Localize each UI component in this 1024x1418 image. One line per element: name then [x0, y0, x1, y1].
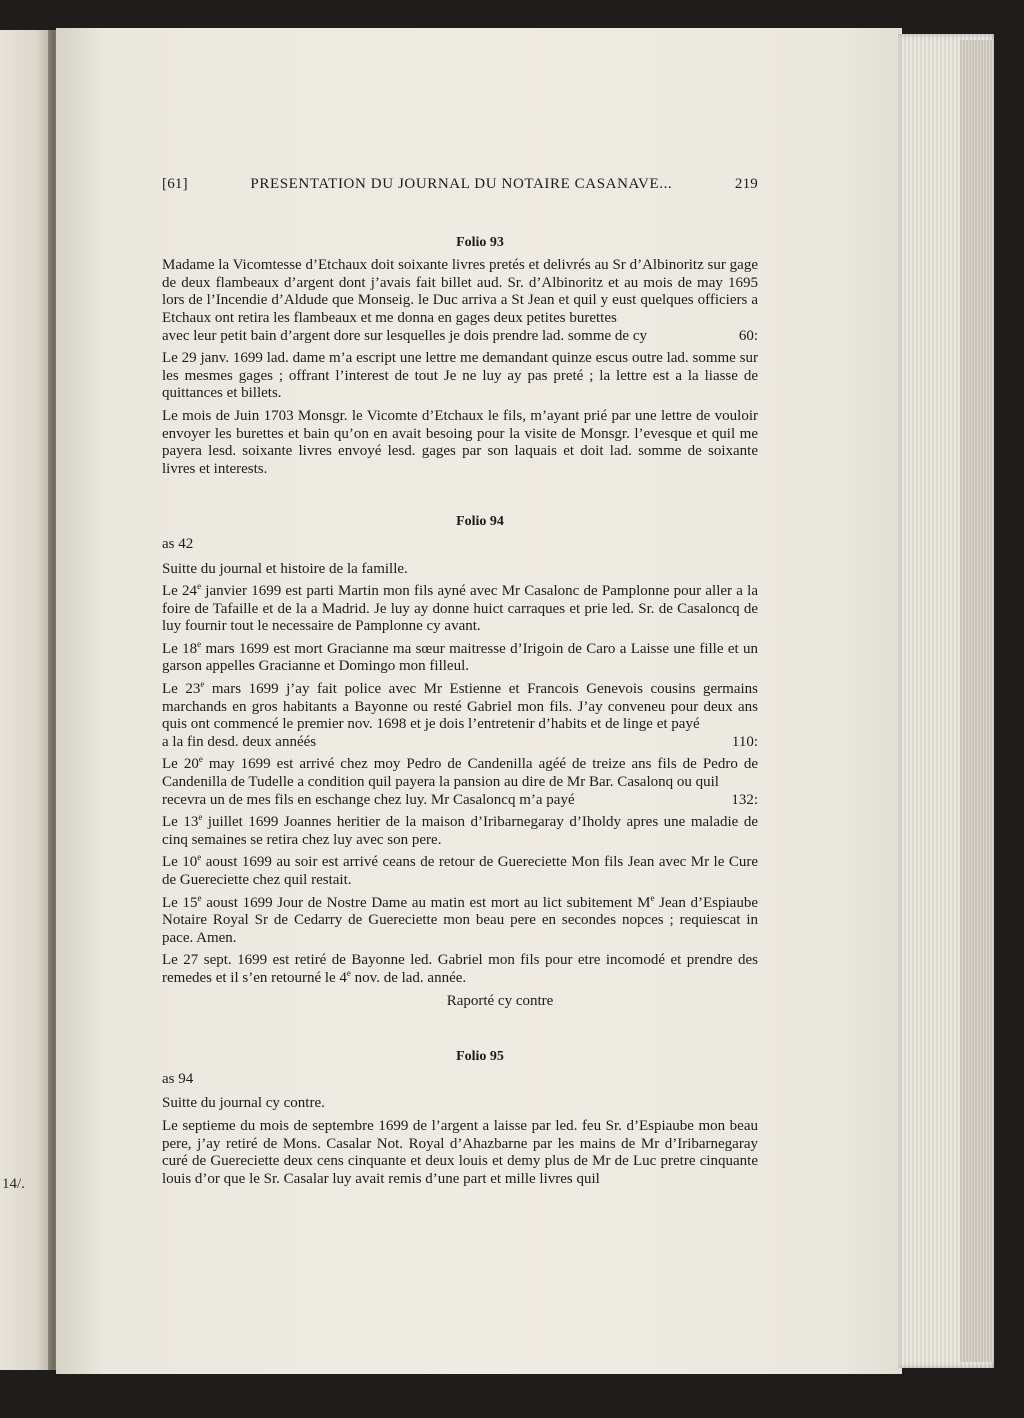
superscript: e — [200, 679, 205, 690]
folio-94-p4-last-line — [162, 734, 758, 752]
chapter-ref: [61] — [162, 176, 188, 192]
folio-94-paragraph-8 — [162, 892, 758, 948]
folio-95-paragraph-1: Suitte du journal cy contre. — [162, 1095, 325, 1112]
text-run: Le 15 — [162, 894, 198, 911]
text-run: Le 13 — [162, 814, 199, 831]
folio-94-closing-note: Raporté cy contre — [446, 992, 554, 1009]
text-run: aoust 1699 au soir est arrivé ceans de retour de Guereciette Mon fils Jean avec Mr le Cure de Guereciette chez quil restait. — [162, 854, 758, 888]
folio-94-heading: Folio 94 — [456, 514, 504, 530]
folio-93-p1-text: Madame la Vicomtesse d’Etchaux doit soixante livres pretés et delivrés au Sr d’Albinoritz sur gage de deux flambeaux d’argent dont j’avais fait billet aud. Sr. d’Albinoritz et au mois de may 1695 lors de l’Incendie d’Aldude que Monseig. le Duc arriva a St Jean et quil y eust quelques officiers a Etchaux ont retira les flambeaux et me donna en gages deux petites burettes — [162, 257, 758, 326]
text-run: Le 18 — [162, 640, 198, 657]
folio-93-p1-amount: 60: — [738, 327, 758, 344]
text-run: nov. de lad. année. — [350, 969, 467, 986]
text-run: janvier 1699 est parti Martin mon fils ayné avec Mr Casalonc de Pamplonne pour aller a la foire de Tafaille et de la a Madrid. Je luy ay donne huict carraques et prie led. Sr. de Casaloncq de luy fournir tout le necessaire de Pamplonne cy avant. — [162, 583, 758, 635]
page-edges-outer — [960, 40, 994, 1362]
folio-93-p1-last-line — [162, 328, 758, 346]
folio-94-paragraph-2 — [162, 583, 758, 636]
superscript: e — [198, 812, 203, 823]
folio-94-paragraph-9 — [162, 952, 758, 987]
folio-94-paragraph-5 — [162, 756, 758, 809]
left-page-edge — [0, 30, 52, 1370]
folio-94-paragraph-6 — [162, 814, 758, 849]
superscript: e — [197, 581, 202, 592]
text-run: mars 1699 est mort Gracianne ma sœur maitresse d’Irigoin de Caro a Laisse une fille et un garson appelles Gracianne et Domingo mon filleul. — [162, 640, 758, 675]
superscript: e — [197, 852, 202, 863]
text-run: Le 20 — [162, 756, 199, 773]
folio-94-cross-ref: as 42 — [162, 535, 194, 552]
superscript: e — [197, 638, 202, 649]
folio-93-paragraph-1 — [162, 257, 758, 345]
folio-93-p1-last-text: avec leur petit bain d’argent dore sur lesquelles je dois prendre lad. somme de cy — [162, 327, 647, 344]
running-header — [162, 176, 758, 194]
superscript: e — [346, 967, 351, 978]
text-run: Le 10 — [162, 854, 198, 871]
text-run: aoust 1699 Jour de Nostre Dame au matin est mort au lict subitement M — [201, 894, 651, 911]
folio-95-cross-ref: as 94 — [162, 1070, 194, 1087]
folio-94-p5-last-line — [162, 792, 758, 810]
page-text-block — [162, 176, 758, 1193]
folio-94-paragraph-1: Suitte du journal et histoire de la famille. — [162, 560, 408, 577]
text-run: mars 1699 j’ay fait police avec Mr Estienne et Francois Genevois cousins germains marchands en gros habitants a Bayonne ou resté Gabriel mon fils. J’ay conveneu pour deux ans quis ont commencé le premier nov. 1698 et je dois l’entretenir d’habits et de linge et payé — [162, 681, 758, 733]
folio-94-paragraph-3 — [162, 638, 758, 676]
text-run: juillet 1699 Joannes heritier de la maison d’Iribarnegaray d’Iholdy apres une maladie de cinq semaines se retira chez luy avec son pere. — [162, 814, 758, 848]
text-run: Le 27 sept. 1699 est retiré de Bayonne led. Gabriel mon fils pour etre incomodé et prendre des remedes et il s’en retourné le 4 — [162, 952, 758, 986]
superscript: e — [198, 754, 203, 765]
text-run: a la fin desd. deux annéés — [162, 733, 317, 750]
folio-94-paragraph-7 — [162, 854, 758, 889]
folio-93-heading: Folio 93 — [456, 234, 504, 250]
folio-95-heading: Folio 95 — [456, 1049, 504, 1065]
text-run: may 1699 est arrivé chez moy Pedro de Candenilla agéé de treize ans fils de Pedro de Candenilla de Tudelle a condition quil payera la pansion au dire de Mr Bar. Casalonq ou quil — [162, 756, 758, 791]
running-title: PRESENTATION DU JOURNAL DU NOTAIRE CASANAVE... — [250, 176, 673, 192]
text-run: Jean d’Espiaube Notaire Royal Sr de Cedarry de Guereciette mon beau pere en secondes nopces ; requiescat in pace. Amen. — [162, 894, 758, 946]
superscript: e — [650, 892, 655, 903]
page-number: 219 — [734, 176, 758, 192]
amount: 110: — [731, 733, 758, 750]
superscript: e — [197, 892, 202, 903]
left-page-text-fragment: 14/. — [2, 1176, 25, 1192]
folio-95-paragraph-2: Le septieme du mois de septembre 1699 de l’argent a laisse par led. feu Sr. d’Espiaube mon beau pere, j’ay retiré de Mons. Casalar Not. Royal d’Ahazbarne par les mains de Mr d’Iribarnegaray curé de Guereciette deux cens cinquante et deux louis et demy plus de Mr de Luc pretre cinquante louis d’or que le Sr. Casalar luy avait remis d’une part et mille livres quil — [162, 1117, 758, 1187]
folio-94-paragraph-4 — [162, 681, 758, 751]
folio-93-paragraph-3: Le mois de Juin 1703 Monsgr. le Vicomte d’Etchaux le fils, m’ayant prié par une lettre de vouloir envoyer les burettes et bain qu’on en avait besoing pour la visite de Monsgr. l’evesque et quil me payera lesd. soixante livres envoyé lesd. gages par son laquais et doit lad. somme de soixante livres et interests. — [162, 407, 758, 477]
text-run: Le 24 — [162, 583, 198, 600]
text-run: Le 23 — [162, 681, 201, 698]
amount: 132: — [731, 791, 758, 808]
folio-93-paragraph-2: Le 29 janv. 1699 lad. dame m’a escript une lettre me demandant quinze escus outre lad. somme sur les mesmes gages ; offrant l’interest de tout Je ne luy ay pas preté ; la lettre est a la liasse de quittances et billets. — [162, 350, 758, 402]
text-run: recevra un de mes fils en eschange chez luy. Mr Casaloncq m’a payé — [162, 791, 575, 808]
